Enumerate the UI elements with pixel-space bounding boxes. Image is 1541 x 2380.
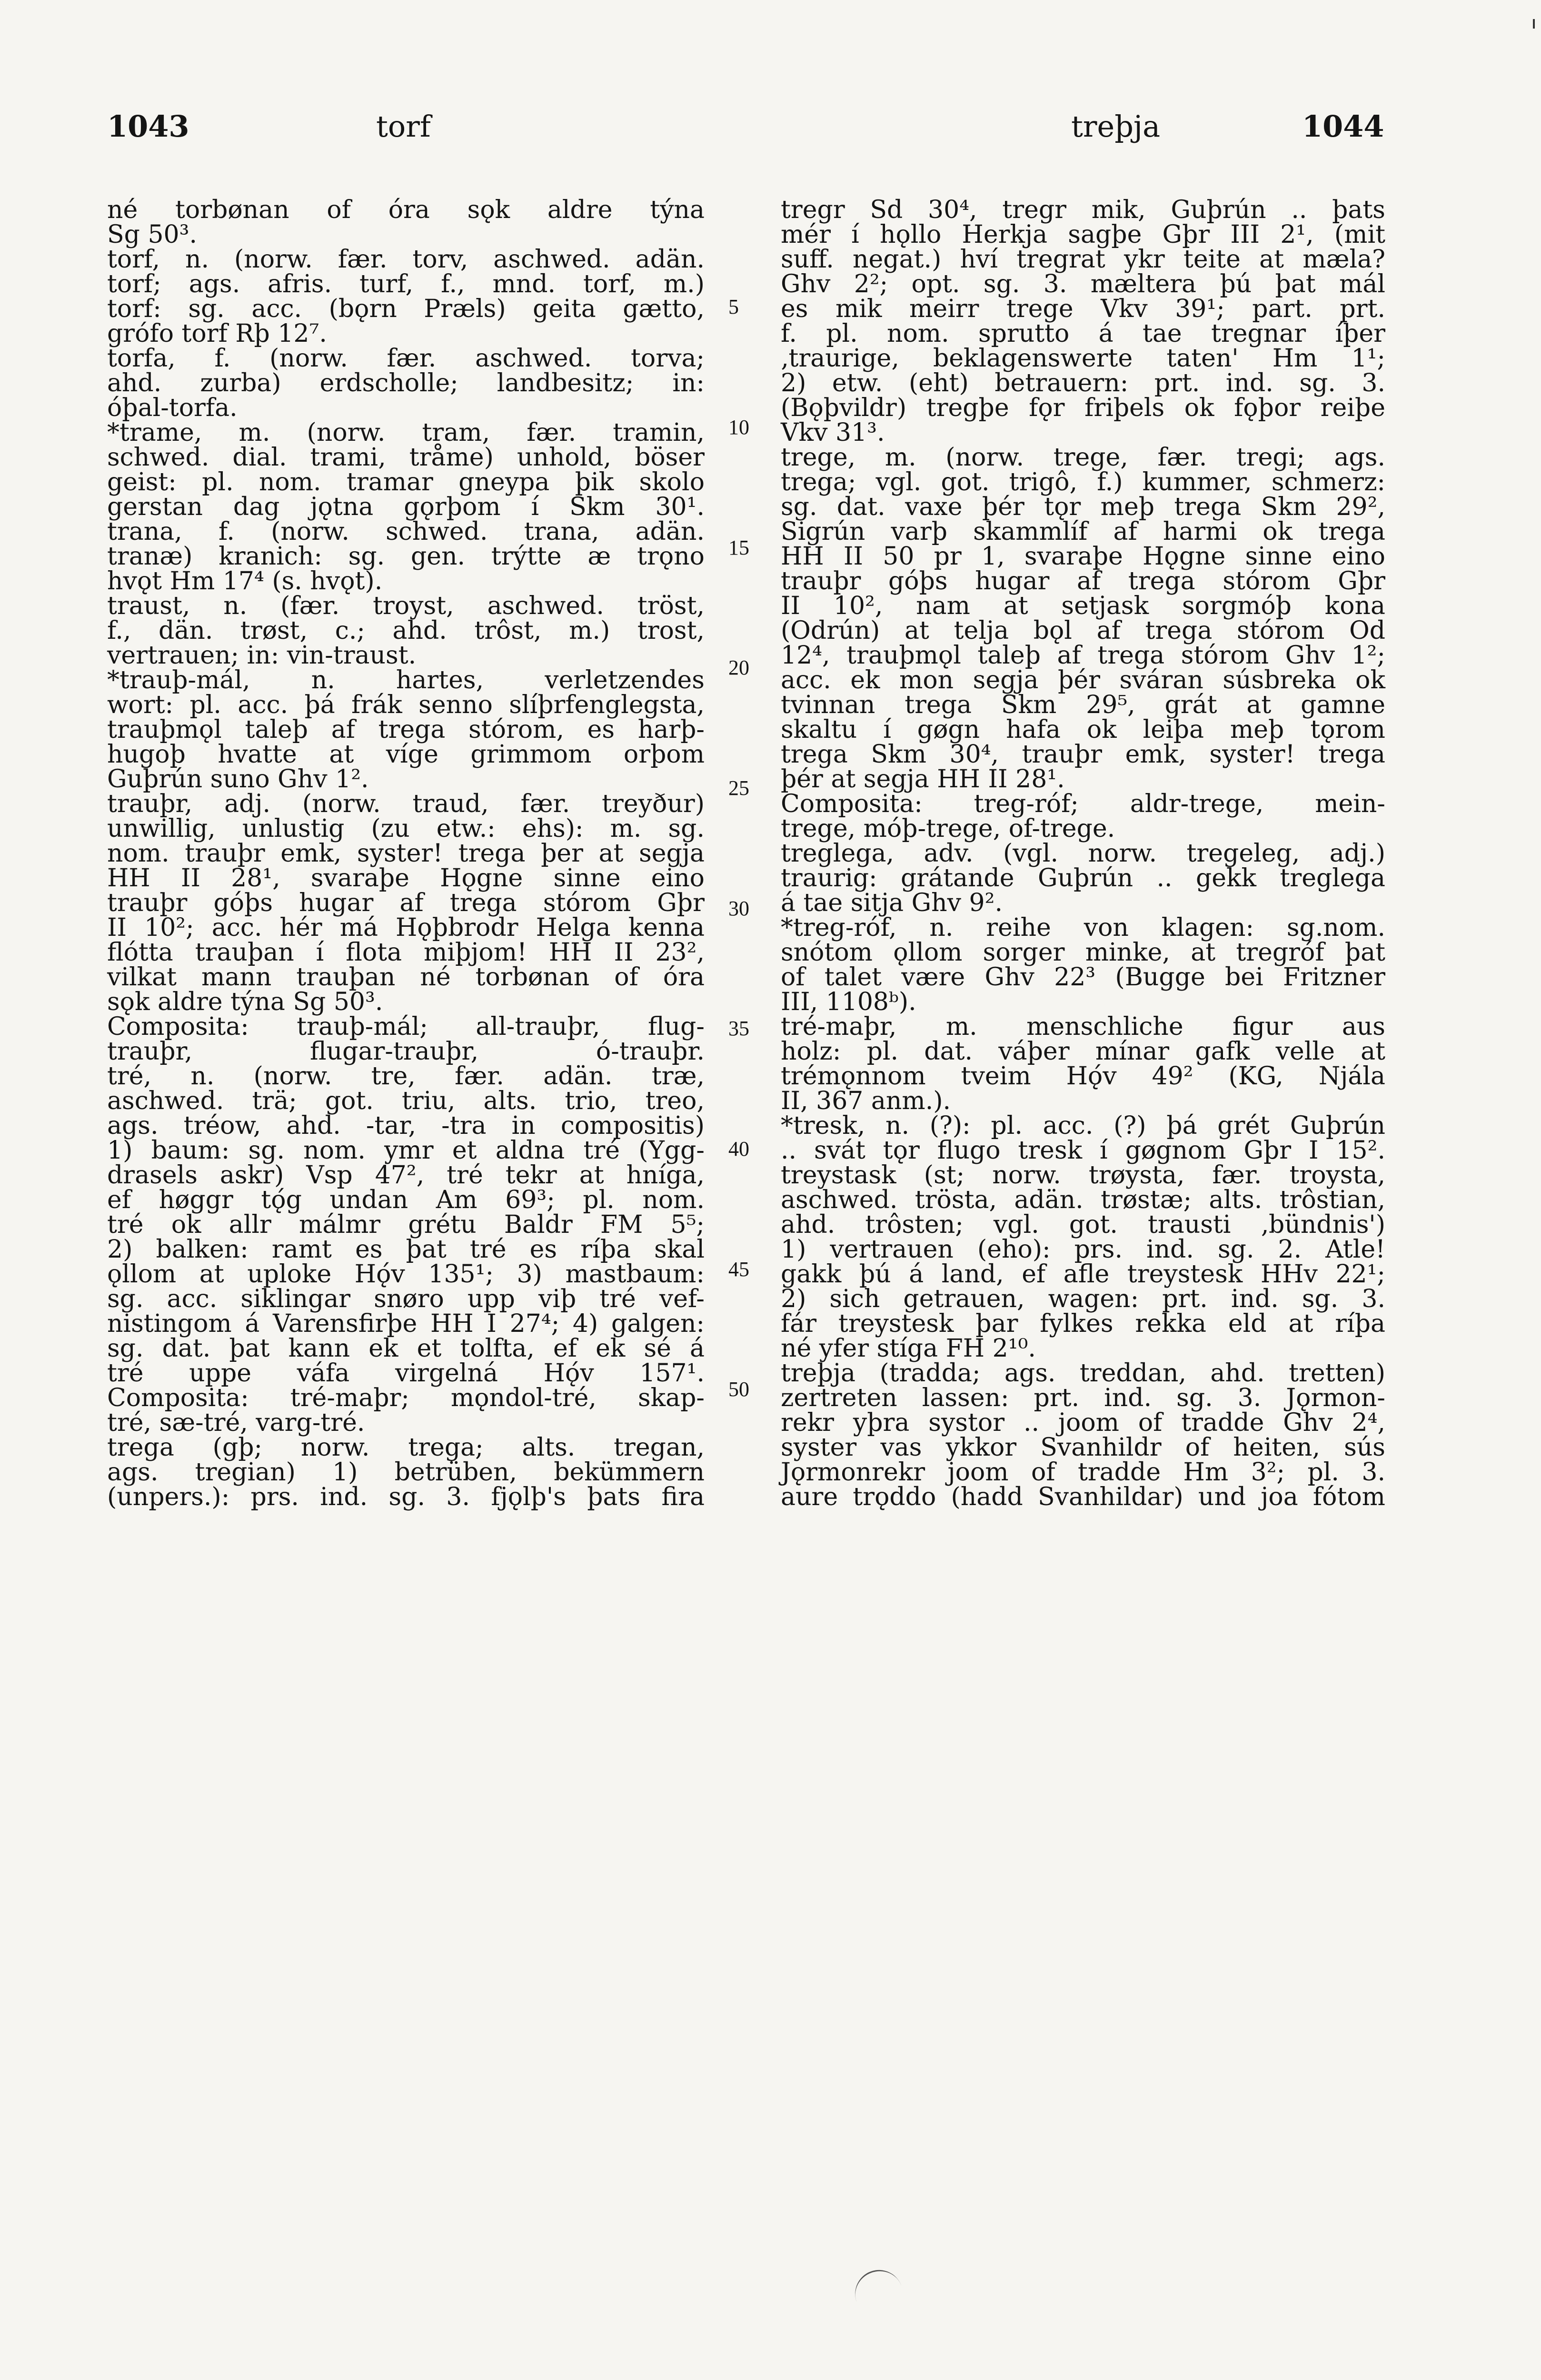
left-column-line: vilkat mann trauþan né torbønan of óra — [107, 963, 705, 992]
right-column-line: tré-maþr, m. menschliche figur aus — [781, 1012, 1385, 1041]
right-column-line: tregr Sd 30⁴, tregr mik, Guþrún .. þats — [781, 196, 1385, 224]
right-column-line: gakk þú á land, ef afle treystesk HHv 22¹; — [781, 1260, 1385, 1289]
left-column-line: tré, sæ-tré, varg-tré. — [107, 1408, 365, 1437]
right-column-line: þér at segja HH II 28¹. — [781, 765, 1065, 793]
left-column-line: nistingom á Varensfirþe HH I 27⁴; 4) galgen: — [107, 1309, 705, 1338]
right-column-line: ahd. trôsten; vgl. got. trausti ‚bündnis') — [781, 1210, 1385, 1239]
right-column-line: trémǫnnom tveim Hǫ́v 49² (KG, Njála — [781, 1062, 1385, 1091]
right-column-line: (Odrún) at telja bǫl af trega stórom Od — [781, 616, 1385, 645]
right-column-line: ‚traurige, beklagenswerte taten' Hm 1¹; — [781, 344, 1385, 373]
left-running-head: torf — [376, 109, 431, 144]
right-column-line: traurig: grátande Guþrún .. gekk treglega — [781, 864, 1385, 892]
left-column-line: wort: pl. acc. þá frák senno slíþrfenglegsta, — [107, 691, 705, 719]
right-column-line: *treg-róf, n. reihe von klagen: sg.nom. — [781, 913, 1385, 942]
line-number: 40 — [728, 1137, 749, 1160]
right-column — [781, 196, 1385, 1511]
left-column-line: geist: pl. nom. tramar gneypa þik skolo — [107, 468, 705, 496]
right-column-line: snótom ǫllom sorger minke, at tregróf þat — [781, 938, 1385, 967]
right-column-line: Composita: treg-róf; aldr-trege, mein- — [781, 790, 1385, 818]
left-column-line: sǫk aldre týna Sg 50³. — [107, 988, 383, 1016]
left-column-line: flótta trauþan í flota miþjom! HH II 23², — [107, 938, 705, 967]
left-column-line: grófo torf Rþ 12⁷. — [107, 319, 327, 348]
left-column-line: torf: sg. acc. (bǫrn Præls) geita gætto, — [107, 295, 705, 323]
left-column-line: Composita: tré-maþr; mǫndol-tré, skap- — [107, 1384, 705, 1412]
right-column-line: II 10², nam at setjask sorgmóþ kona — [781, 592, 1385, 620]
left-column-line: traust, n. (fær. troyst, aschwed. tröst, — [107, 592, 705, 620]
left-column-line: torfa, f. (norw. fær. aschwed. torva; — [107, 344, 705, 373]
left-column-line: trana, f. (norw. schwed. trana, adän. — [107, 517, 705, 546]
left-column-line: Guþrún suno Ghv 1². — [107, 765, 369, 793]
left-column-line: sg. acc. siklingar snøro upp viþ tré vef- — [107, 1285, 705, 1313]
right-column-line: Ghv 2²; opt. sg. 3. mæltera þú þat mál — [781, 270, 1385, 298]
left-column-line: trauþmǫl taleþ af trega stórom, es harþ- — [107, 715, 705, 744]
left-column-line: unwillig, unlustig (zu etw.: ehs): m. sg. — [107, 814, 705, 843]
right-column-line: skaltu í gøgn hafa ok leiþa meþ tǫrom — [781, 715, 1385, 744]
right-column-line: fár treystesk þar fylkes rekka eld at ríþa — [781, 1309, 1385, 1338]
left-column-line: trauþr, adj. (norw. traud, fær. treyður) — [107, 790, 705, 818]
right-column-line: trauþr góþs hugar af trega stórom Gþr — [781, 567, 1385, 595]
left-column-line: Sg 50³. — [107, 220, 197, 249]
right-column-line: trege, móþ-trege, of-trege. — [781, 814, 1115, 843]
left-column-line: (unpers.): prs. ind. sg. 3. fjǫlþ's þats fira — [107, 1483, 705, 1511]
right-column-line: holz: pl. dat. váþer mínar gafk velle at — [781, 1037, 1385, 1066]
left-column — [107, 196, 705, 1511]
left-column-line: né torbønan of óra sǫk aldre týna — [107, 196, 705, 224]
left-column-line: trega (gþ; norw. trega; alts. tregan, — [107, 1433, 705, 1462]
left-column-line: ahd. zurba) erdscholle; landbesitz; in: — [107, 369, 705, 397]
right-column-line: Sigrún varþ skammlíf af harmi ok trega — [781, 517, 1385, 546]
line-number: 20 — [728, 656, 749, 680]
pen-stroke-mark — [848, 2263, 904, 2308]
right-column-line: zertreten lassen: prt. ind. sg. 3. Jǫrmon- — [781, 1384, 1385, 1412]
right-column-line: II, 367 anm.). — [781, 1087, 951, 1115]
left-column-line: ef høggr tǫ́g undan Am 69³; pl. nom. — [107, 1186, 705, 1214]
left-column-line: vertrauen; in: vin-traust. — [107, 641, 417, 670]
right-column-line: treglega, adv. (vgl. norw. tregeleg, adj.) — [781, 839, 1385, 868]
right-column-line: 2) etw. (eht) betrauern: prt. ind. sg. 3. — [781, 369, 1385, 397]
right-column-line: treþja (tradda; ags. treddan, ahd. tretten) — [781, 1359, 1385, 1388]
right-column-line: acc. ek mon segja þér sváran súsbreka ok — [781, 666, 1385, 694]
right-column-line: aure trǫddo (hadd Svanhildar) und joa fótom — [781, 1483, 1385, 1511]
left-column-line: torf; ags. afris. turf, f., mnd. torf, m.) — [107, 270, 705, 298]
right-column-line: f. pl. nom. sprutto á tae tregnar íþer — [781, 319, 1385, 348]
left-column-line: *trame, m. (norw. tram, fær. tramin, — [107, 418, 705, 447]
left-page-number: 1043 — [107, 109, 189, 144]
left-column-line: schwed. dial. trami, tråme) unhold, böser — [107, 443, 705, 472]
right-column-line: né yfer stíga FH 2¹⁰. — [781, 1334, 1036, 1363]
line-number: 50 — [728, 1378, 749, 1401]
left-column-line: aschwed. trä; got. triu, alts. trio, treo, — [107, 1087, 705, 1115]
line-number: 30 — [728, 896, 749, 920]
right-column-line: treystask (st; norw. trøysta, fær. troysta, — [781, 1161, 1385, 1190]
line-number: 25 — [728, 776, 749, 800]
left-column-line: hugoþ hvatte at víge grimmom orþom — [107, 740, 705, 769]
left-column-line: trauþr góþs hugar af trega stórom Gþr — [107, 889, 705, 917]
right-column-line: á tae sitja Ghv 9². — [781, 889, 1003, 917]
right-column-line: of talet være Ghv 22³ (Bugge bei Fritzner — [781, 963, 1385, 992]
right-column-line: trega Skm 30⁴, trauþr emk, syster! trega — [781, 740, 1385, 769]
left-column-line: HH II 28¹, svaraþe Hǫgne sinne eino — [107, 864, 705, 892]
left-column-line: óþal-torfa. — [107, 394, 238, 422]
left-column-line: ags. tregian) 1) betrüben, bekümmern — [107, 1458, 705, 1487]
left-column-line: 2) balken: ramt es þat tré es ríþa skal — [107, 1235, 705, 1264]
right-column-line: trega; vgl. got. trigô, f.) kummer, schmerz: — [781, 468, 1385, 496]
left-column-line: trauþr, flugar-trauþr, ó-trauþr. — [107, 1037, 705, 1066]
line-number: 35 — [728, 1017, 749, 1041]
right-column-line: aschwed. trösta, adän. trøstæ; alts. trôstian, — [781, 1186, 1385, 1214]
right-column-line: III, 1108ᵇ). — [781, 988, 916, 1016]
left-column-line: Composita: trauþ-mál; all-trauþr, flug- — [107, 1012, 705, 1041]
left-column-line: hvǫt Hm 17⁴ (s. hvǫt). — [107, 567, 383, 595]
left-column-line: tré ok allr málmr grétu Baldr FM 5⁵; — [107, 1210, 705, 1239]
right-column-line: rekr yþra systor .. joom of tradde Ghv 2⁴, — [781, 1408, 1385, 1437]
right-column-line: .. svát tǫr flugo tresk í gøgnom Gþr I 15². — [781, 1136, 1385, 1165]
left-column-line: *trauþ-mál, n. hartes, verletzendes — [107, 666, 705, 694]
left-column-line: torf, n. (norw. fær. torv, aschwed. adän. — [107, 245, 705, 274]
right-column-line: sg. dat. vaxe þér tǫr meþ trega Skm 29², — [781, 493, 1385, 521]
right-column-line: HH II 50 pr 1, svaraþe Hǫgne sinne eino — [781, 542, 1385, 571]
right-column-line: Vkv 31³. — [781, 418, 885, 447]
right-column-line: 2) sich getrauen, wagen: prt. ind. sg. 3. — [781, 1285, 1385, 1313]
right-column-line: 12⁴, trauþmǫl taleþ af trega stórom Ghv 1²; — [781, 641, 1385, 670]
line-number: 10 — [728, 415, 749, 439]
left-column-line: sg. dat. þat kann ek et tolfta, ef ek sé á — [107, 1334, 705, 1363]
right-column-line: mér í hǫllo Herkja sagþe Gþr III 2¹, (mit — [781, 220, 1385, 249]
left-column-line: f., dän. trøst, c.; ahd. trôst, m.) trost, — [107, 616, 705, 645]
left-column-line: tranæ) kranich: sg. gen. trýtte æ trǫno — [107, 542, 705, 571]
right-column-line: trege, m. (norw. trege, fær. tregi; ags. — [781, 443, 1385, 472]
line-number: 45 — [728, 1257, 749, 1281]
line-number: 15 — [728, 536, 749, 559]
line-number: 5 — [728, 295, 739, 319]
right-column-line: es mik meirr trege Vkv 39¹; part. prt. — [781, 295, 1385, 323]
left-column-line: tré uppe váfa virgelná Hǫ́v 157¹. — [107, 1359, 705, 1388]
left-column-line: nom. trauþr emk, syster! trega þer at segja — [107, 839, 705, 868]
left-column-line: tré, n. (norw. tre, fær. adän. træ, — [107, 1062, 705, 1091]
left-column-line: gerstan dag jǫtna gǫrþom í Skm 30¹. — [107, 493, 705, 521]
left-column-line: ags. tréow, ahd. -tar, -tra in compositis) — [107, 1111, 705, 1140]
right-page-number: 1044 — [1302, 109, 1384, 144]
left-column-line: ǫllom at uploke Hǫ́v 135¹; 3) mastbaum: — [107, 1260, 705, 1289]
right-column-line: tvinnan trega Skm 29⁵, grát at gamne — [781, 691, 1385, 719]
left-column-line: drasels askr) Vsp 47², tré tekr at hníga, — [107, 1161, 705, 1190]
right-running-head: treþja — [1071, 109, 1161, 144]
left-column-line: II 10²; acc. hér má Hǫþbrodr Helga kenna — [107, 913, 705, 942]
left-column-line: 1) baum: sg. nom. ymr et aldna tré (Ygg- — [107, 1136, 705, 1165]
right-column-line: 1) vertrauen (eho): prs. ind. sg. 2. Atle! — [781, 1235, 1385, 1264]
margin-mark — [1533, 19, 1535, 29]
right-column-line: syster vas ykkor Svanhildr of heiten, sús — [781, 1433, 1385, 1462]
right-column-line: Jǫrmonrekr joom of tradde Hm 3²; pl. 3. — [781, 1458, 1385, 1487]
right-column-line: *tresk, n. (?): pl. acc. (?) þá grét Guþrún — [781, 1111, 1385, 1140]
right-column-line: suff. negat.) hví tregrat ykr teite at mæla? — [781, 245, 1385, 274]
right-column-line: (Bǫþvildr) tregþe fǫr friþels ok fǫþor reiþe — [781, 394, 1385, 422]
